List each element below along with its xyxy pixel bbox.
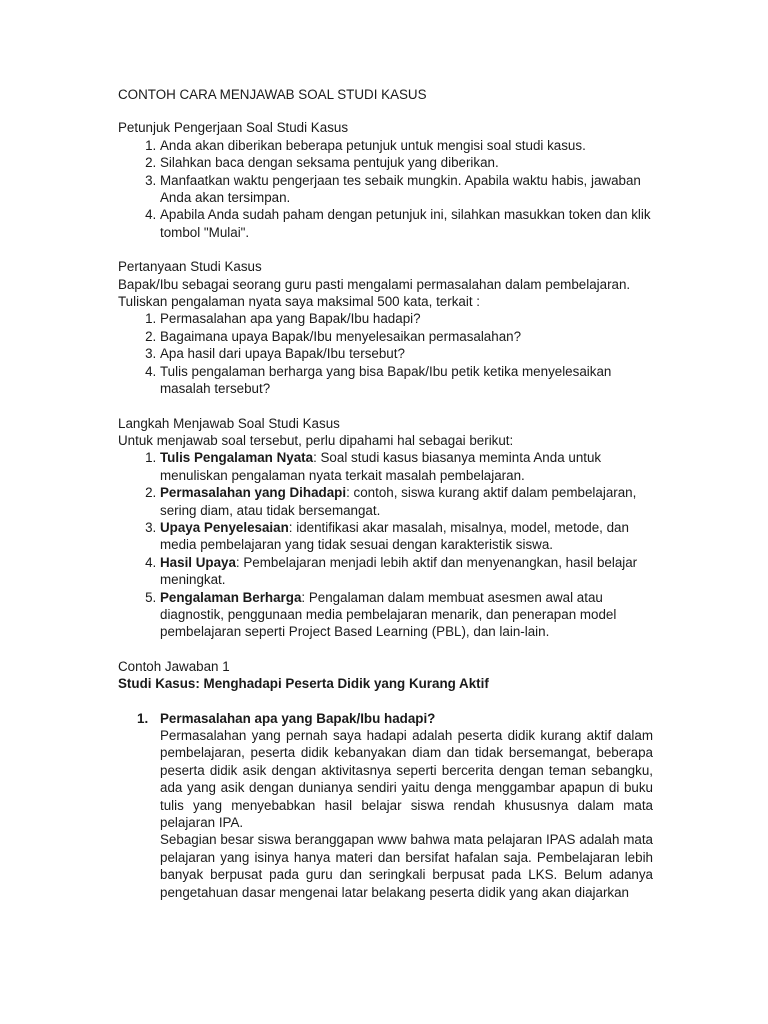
list-item: 2. Silahkan baca dengan seksama pentujuk yang diberikan.	[160, 154, 653, 171]
pertanyaan-list	[118, 310, 653, 397]
list-item	[160, 449, 653, 484]
list-item: 3. Apa hasil dari upaya Bapak/Ibu tersebut?	[160, 345, 653, 362]
pertanyaan-section	[118, 258, 653, 397]
answer-paragraph-1: Permasalahan yang pernah saya hadapi adalah peserta didik kurang aktif dalam pembelajaran, peserta didik kebanyakan diam dan tidak bersemangat, beberapa peserta didik asik dengan aktivitasnya seperti bercerita dengan teman sebangku, ada yang asik dengan dunianya sendiri yaitu denga menggambar apapun di buku tulis yang menyebabkan hasil belajar siswa rendah khususnya dalam mata pelajaran IPA.	[160, 728, 653, 831]
langkah-intro: Untuk menjawab soal tersebut, perlu dipahami hal sebagai berikut:	[118, 432, 514, 448]
list-item: 1. Anda akan diberikan beberapa petunjuk untuk mengisi soal studi kasus.	[160, 137, 653, 154]
question-text: Permasalahan apa yang Bapak/Ibu hadapi?	[160, 710, 436, 726]
list-item: 2. Bagaimana upaya Bapak/Ibu menyelesaikan permasalahan?	[160, 328, 653, 345]
item-text: : contoh, siswa kurang aktif dalam pembelajaran, sering diam, atau tidak bersemangat.	[160, 485, 637, 518]
case-title: Studi Kasus: Menghadapi Peserta Didik yang Kurang Aktif	[118, 676, 489, 692]
item-text: : identifikasi akar masalah, misalnya, model, metode, dan media pembelajaran yang tidak sesuai dengan karakteristik siswa.	[160, 519, 629, 553]
langkah-list	[118, 449, 653, 640]
question-item	[118, 710, 653, 727]
list-item: 1. Permasalahan apa yang Bapak/Ibu hadapi?	[160, 310, 653, 327]
page-title: CONTOH CARA MENJAWAB SOAL STUDI KASUS	[118, 87, 427, 102]
list-item	[160, 519, 653, 554]
pertanyaan-heading: Pertanyaan Studi Kasus	[118, 259, 262, 275]
list-item: 4. Apabila Anda sudah paham dengan petunjuk ini, silahkan masukkan token dan klik tombol "Mulai".	[160, 206, 653, 241]
list-item	[160, 554, 653, 589]
pertanyaan-intro-1: Bapak/Ibu sebagai seorang guru pasti mengalami permasalahan dalam pembelajaran.	[118, 276, 631, 292]
petunjuk-section	[118, 119, 653, 241]
item-bold-label: Permasalahan yang Dihadapi	[160, 485, 347, 501]
pertanyaan-intro-2: Tuliskan pengalaman nyata saya maksimal 500 kata, terkait :	[118, 294, 480, 310]
contoh-section	[118, 658, 653, 901]
petunjuk-heading: Petunjuk Pengerjaan Soal Studi Kasus	[118, 120, 349, 136]
item-text: : Pembelajaran menjadi lebih aktif dan menyenangkan, hasil belajar meningkat.	[160, 554, 638, 588]
petunjuk-list	[118, 137, 653, 241]
item-text: : Soal studi kasus biasanya meminta Anda untuk menuliskan pengalaman nyata terkait masalah pembelajaran.	[160, 450, 602, 483]
list-item	[160, 484, 653, 519]
langkah-section	[118, 415, 653, 641]
item-text: : Pengalaman dalam membuat asesmen awal atau diagnostik, penggunaan media pembelajaran menarik, dan penerapan model pembelajaran seperti Project Based Learning (PBL), dan lain-lain.	[160, 589, 617, 640]
list-item: 4. Tulis pengalaman berharga yang bisa Bapak/Ibu petik ketika menyelesaikan masalah tersebut?	[160, 363, 653, 398]
langkah-heading: Langkah Menjawab Soal Studi Kasus	[118, 415, 340, 431]
contoh-heading: Contoh Jawaban 1	[118, 658, 230, 674]
answer-paragraph-2: Sebagian besar siswa beranggapan www bahwa mata pelajaran IPAS adalah mata pelajaran yang isinya hanya materi dan bersifat hafalan saja. Pembelajaran lebih banyak berpusat pada guru dan seringkali berpusat pada LKS. Belum adanya pengetahuan dasar mengenai latar belakang peserta didik yang akan diajarkan	[160, 832, 653, 900]
item-bold-label: Pengalaman Berharga	[160, 589, 302, 605]
item-bold-label: Upaya Penyelesaian	[160, 519, 289, 535]
item-bold-label: Tulis Pengalaman Nyata	[160, 450, 314, 466]
list-item: 3. Manfaatkan waktu pengerjaan tes sebaik mungkin. Apabila waktu habis, jawaban Anda akan tersimpan.	[160, 172, 653, 207]
list-item	[160, 589, 653, 641]
question-number: 1.	[137, 710, 149, 726]
item-bold-label: Hasil Upaya	[160, 554, 236, 570]
